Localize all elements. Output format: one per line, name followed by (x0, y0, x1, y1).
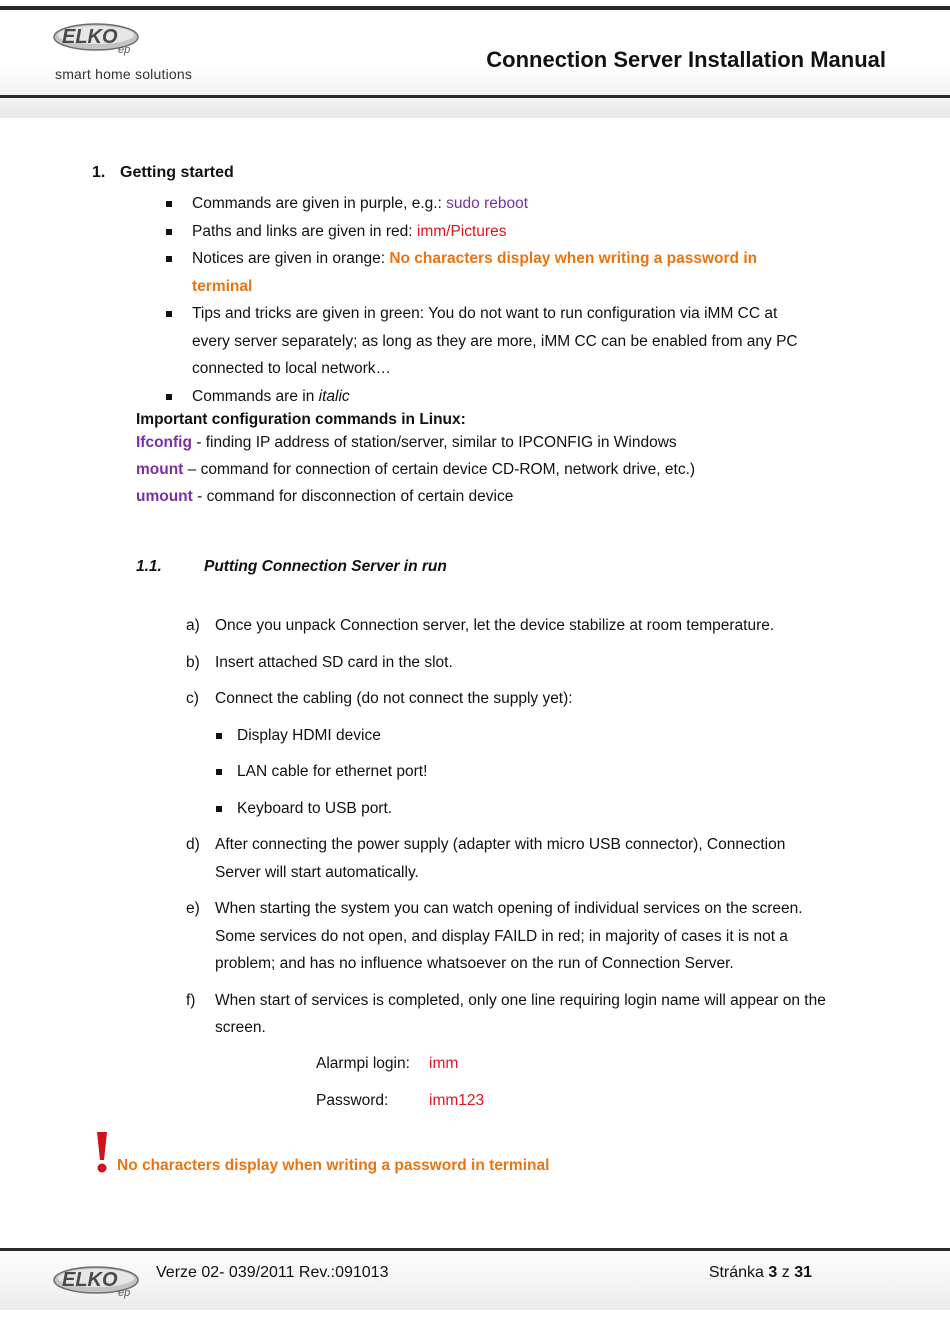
step-text: Connect the cabling (do not connect the supply yet): (215, 690, 573, 707)
bullet-text: Commands are given in purple, e.g.: (192, 195, 447, 212)
step-label: c) (186, 690, 199, 707)
linux-commands (136, 411, 836, 510)
step-item (186, 831, 826, 886)
step-item (186, 612, 826, 640)
sub-list-item (186, 722, 826, 750)
command-name: Ifconfig (136, 434, 192, 451)
sub-item-text: LAN cable for ethernet port! (237, 763, 428, 780)
bullet-square-icon (166, 201, 172, 207)
elko-logo (52, 1265, 144, 1299)
conventions-list (164, 190, 804, 410)
bullet-square-icon (166, 394, 172, 400)
purple-example: sudo reboot (446, 195, 529, 212)
password-label: Password: (316, 1092, 389, 1109)
sub-item-text: Keyboard to USB port. (237, 799, 393, 817)
page-prefix: Stránka (708, 1264, 769, 1281)
logo-sub: ep (118, 1287, 131, 1299)
command-row (136, 456, 836, 483)
step-item (186, 987, 826, 1042)
version-text: Verze 02- 039/2011 Rev.:091013 (156, 1264, 389, 1281)
command-row (136, 483, 836, 510)
list-item (164, 245, 804, 300)
italic-example: italic (318, 387, 350, 405)
step-text: Insert attached SD card in the slot. (215, 653, 453, 671)
installation-steps (186, 612, 826, 1051)
header-top-rule (0, 6, 950, 10)
list-item (164, 218, 804, 246)
step-label: a) (186, 617, 200, 634)
bullet-square-icon (216, 769, 222, 775)
page-total: 31 (794, 1264, 812, 1281)
list-item (164, 300, 804, 383)
step-item (186, 685, 826, 713)
bullet-square-icon (166, 229, 172, 235)
exclamation-icon (92, 1130, 112, 1176)
section-title: Getting started (120, 164, 234, 181)
login-value: imm (429, 1055, 459, 1072)
step-label: e) (186, 900, 200, 917)
section-number: 1. (92, 164, 106, 181)
logo-text: ELKO (62, 26, 118, 48)
sub-item-text: Display HDMI device (237, 726, 381, 744)
logo-text: ELKO (62, 1269, 118, 1291)
section-heading-getting-started (92, 164, 234, 182)
command-description: - command for disconnection of certain device (192, 488, 514, 505)
sub-list-item (186, 758, 826, 786)
list-item (164, 190, 804, 218)
section-heading-putting-in-run (136, 558, 447, 576)
orange-example: No characters display when writing a password in terminal (192, 250, 758, 295)
step-item (186, 649, 826, 677)
section-title: Putting Connection Server in run (204, 558, 447, 575)
command-description: – command for connection of certain device CD-ROM, network drive, etc.) (183, 461, 696, 478)
bullet-square-icon (216, 733, 222, 739)
step-label: f) (186, 991, 196, 1009)
warning-text: No characters display when writing a password in terminal (117, 1157, 550, 1174)
bullet-text: Paths and links are given in red: (192, 222, 417, 240)
password-value: imm123 (429, 1092, 485, 1109)
logo-sub: ep (118, 44, 131, 56)
bullet-text: Commands are in (192, 387, 319, 405)
tagline: smart home solutions (55, 66, 193, 82)
command-name: umount (136, 488, 193, 505)
bullet-square-icon (216, 806, 222, 812)
red-example: imm/Pictures (416, 222, 507, 240)
bullet-square-icon (166, 311, 172, 317)
page-current: 3 (768, 1264, 778, 1281)
commands-heading: Important configuration commands in Linux: (136, 411, 466, 428)
step-text: When start of services is completed, only one line requiring login name will appear on the screen. (215, 991, 826, 1036)
page-separator: z (777, 1264, 795, 1281)
password-row (316, 1089, 484, 1126)
step-text: Once you unpack Connection server, let the device stabilize at room temperature. (215, 617, 775, 634)
section-number: 1.1. (136, 558, 162, 575)
bullet-text: Notices are given in orange: (192, 250, 390, 267)
footer-rule (0, 1248, 950, 1251)
bullet-square-icon (166, 256, 172, 262)
page-footer (0, 1245, 950, 1310)
page-header (0, 0, 950, 118)
step-item (186, 895, 826, 978)
header-bottom-rule (0, 95, 950, 98)
command-name: mount (136, 461, 184, 478)
command-row (136, 429, 836, 456)
step-label: b) (186, 653, 200, 671)
step-label: d) (186, 836, 200, 853)
login-label: Alarmpi login: (316, 1055, 410, 1072)
list-item (164, 383, 804, 411)
step-text: When starting the system you can watch opening of individual services on the screen. Some services do not open, and display FAILD in red; in majority of cases it is not a problem; and has no influence whatsoever on the run of Connection Server. (215, 900, 803, 972)
elko-logo (52, 22, 144, 56)
step-text: After connecting the power supply (adapter with micro USB connector), Connection Server will start automatically. (215, 836, 786, 881)
command-description: - finding IP address of station/server, similar to IPCONFIG in Windows (191, 434, 677, 451)
login-row (316, 1052, 484, 1089)
document-title: Connection Server Installation Manual (486, 47, 886, 72)
bullet-text: Tips and tricks are given in green: You do not want to run configuration via iMM CC at every server separately; as long as they are more, iMM CC can be enabled from any PC connected to local network… (192, 305, 798, 377)
sub-list-item (186, 795, 826, 823)
page-number (709, 1264, 812, 1282)
login-credentials (316, 1052, 484, 1126)
